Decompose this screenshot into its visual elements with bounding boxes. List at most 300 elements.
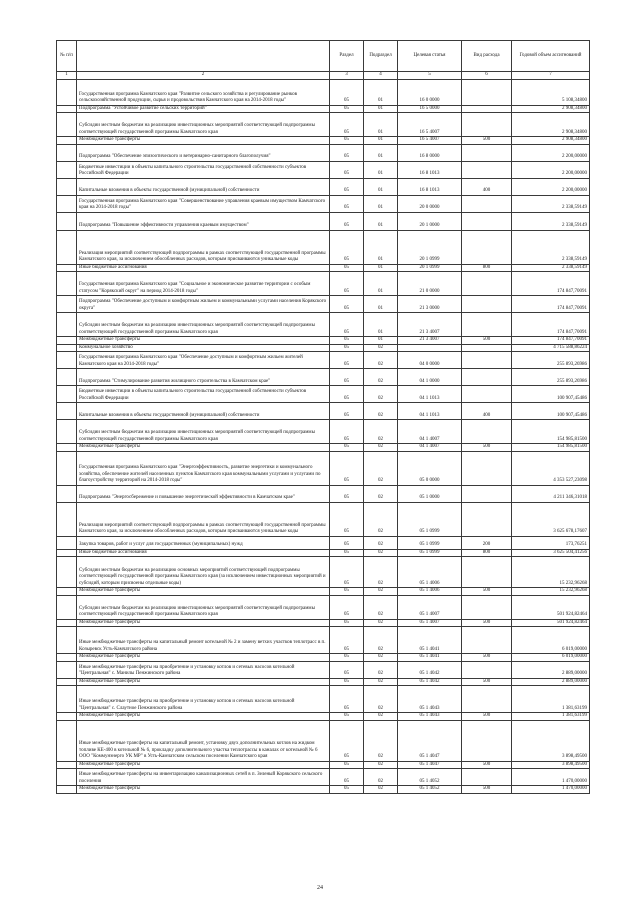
cell-expense-type [462,352,512,369]
cell-name: Государственная программа Камчатского края "Развитие сельского хозяйства и регулирование рынков сельскохозяйственной продукции, сырья и продовольствия Камчатского края на 2014-2018 годы" [77,79,330,105]
cell-num [57,588,77,596]
cell-num [57,536,77,549]
table-row [57,502,590,536]
cell-name: Государственная программа Камчатского края "Совершенствование управления краевым имуществом Камчатского края на 2014-2018 годы" [77,195,330,212]
cell-num [57,451,77,485]
cell-razdel: 05 [330,352,364,369]
cell-name: Капитальные вложения в объекты государственной (муниципальной) собственности [77,178,330,195]
cell-num [57,105,77,113]
cell-target-article: 20 0 0000 [398,195,462,212]
cell-expense-type: 500 [462,713,512,721]
cell-razdel: 05 [330,678,364,686]
cell-razdel: 05 [330,79,364,105]
table-row [57,420,590,444]
cell-podrazdel: 01 [364,161,398,178]
cell-target-article: 05 1 0999 [398,536,462,549]
cell-razdel: 05 [330,769,364,786]
cell-num [57,369,77,386]
cell-podrazdel: 02 [364,344,398,352]
cell-target-article: 05 1 4041 [398,654,462,662]
cell-name: Подпрограмма "Повышение эффективности управления краевым имуществом" [77,212,330,230]
cell-podrazdel: 02 [364,786,398,794]
table-row [57,627,590,654]
table-row [57,713,590,721]
cell-expense-type [462,451,512,485]
cell-target-article: 04 0 0000 [398,352,462,369]
table-row [57,79,590,105]
cell-name: Межбюджетные трансферты [77,761,330,769]
table-row [57,178,590,195]
cell-num [57,619,77,627]
cell-podrazdel: 02 [364,536,398,549]
cell-name: Субсидии местным бюджетам на реализацию инвестиционных мероприятий соответствующей подпрограммы соответствующей государственной программы Камчатского края [77,595,330,619]
cell-name: Реализация мероприятий соответствующей подпрограммы в рамках соответствующей государственной программы Камчатского края, за исключением обособленных расходов, которым присваиваются уникальные коды [77,502,330,536]
cell-annual-amount: 173,76251 [512,536,590,549]
cell-annual-amount: 154 985,81500 [512,420,590,444]
cell-podrazdel: 02 [364,619,398,627]
cell-name: Бюджетные инвестиции в объекты капитального строительства государственной собственности субъектов Российской Федерации [77,161,330,178]
cell-num [57,178,77,195]
cell-podrazdel: 01 [364,296,398,313]
cell-name: Реализация мероприятий соответствующей подпрограммы в рамках соответствующей государственной программы Камчатского края, за исключением обособленных расходов, которым присваиваются уникальные коды [77,230,330,264]
cell-podrazdel: 01 [364,105,398,113]
cell-target-article: 21 3 0000 [398,296,462,313]
cell-target-article: 16 5 4007 [398,113,462,137]
table-row [57,105,590,113]
cell-podrazdel: 02 [364,595,398,619]
cell-num [57,352,77,369]
cell-razdel: 05 [330,403,364,420]
header-target-article: Целевая статья [398,41,462,72]
table-row [57,536,590,549]
table-row [57,313,590,337]
cell-name: Капитальные вложения в объекты государственной (муниципальной) собственности [77,403,330,420]
cell-annual-amount: 174 847,70091 [512,337,590,345]
table-row [57,137,590,145]
cell-name: Иные бюджетные ассигнования [77,264,330,272]
cell-razdel: 05 [330,627,364,654]
cell-expense-type [462,386,512,403]
cell-num [57,79,77,105]
table-row [57,661,590,678]
cell-annual-amount: 4 211 346,31018 [512,485,590,502]
cell-name: Межбюджетные трансферты [77,137,330,145]
header-annual-amount: Годовой объем ассигнований [512,41,590,72]
cell-annual-amount: 174 847,70091 [512,272,590,296]
table-row [57,386,590,403]
cell-podrazdel: 02 [364,549,398,557]
cell-target-article: 16 8 1013 [398,178,462,195]
cell-podrazdel: 01 [364,272,398,296]
cell-annual-amount: 255 893,26986 [512,369,590,386]
cell-razdel: 05 [330,451,364,485]
cell-expense-type [462,686,512,713]
cell-expense-type [462,485,512,502]
cell-annual-amount: 4 715 588,86224 [512,344,590,352]
cell-target-article: 21 3 4007 [398,313,462,337]
cell-razdel: 05 [330,595,364,619]
cell-num [57,403,77,420]
header-row [57,41,590,72]
cell-num [57,144,77,161]
cell-podrazdel: 02 [364,678,398,686]
cell-annual-amount: 174 847,70091 [512,296,590,313]
table-body [57,79,590,793]
table-row [57,549,590,557]
cell-razdel: 05 [330,485,364,502]
cell-razdel: 05 [330,661,364,678]
cell-target-article: 20 1 0999 [398,230,462,264]
cell-target-article: 05 0 0000 [398,451,462,485]
cell-expense-type: 500 [462,786,512,794]
cell-expense-type [462,230,512,264]
table-row [57,337,590,345]
cell-name: Субсидии местным бюджетам на реализацию инвестиционных мероприятий соответствующей подпрограммы соответствующей государственной программы Камчатского края [77,113,330,137]
cell-num [57,313,77,337]
cell-razdel: 05 [330,502,364,536]
cell-name: Субсидии местным бюджетам на реализацию инвестиционных мероприятий соответствующей подпрограммы соответствующей государственной программы Камчатского края [77,313,330,337]
cell-annual-amount: 15 232,96268 [512,557,590,588]
cell-name: Межбюджетные трансферты [77,588,330,596]
cell-num [57,713,77,721]
column-number: 6 [462,72,512,80]
cell-razdel: 05 [330,386,364,403]
cell-expense-type [462,595,512,619]
cell-expense-type [462,161,512,178]
cell-expense-type [462,720,512,761]
cell-annual-amount: 2 200,00000 [512,144,590,161]
cell-annual-amount: 5 108,34800 [512,79,590,105]
cell-num [57,485,77,502]
cell-target-article: 04 1 1013 [398,386,462,403]
table-row [57,769,590,786]
cell-name: Межбюджетные трансферты [77,654,330,662]
cell-num [57,272,77,296]
cell-podrazdel: 02 [364,761,398,769]
cell-razdel: 05 [330,536,364,549]
cell-annual-amount: 2 338,59149 [512,195,590,212]
cell-name: Иные межбюджетные трансферты на капитальный ремонт, установку двух дополнительных котлов на жидком топливе КЕ-400 в котельной № 6, прокладку дополнительного участка теплотрассы в каналах от котельной № 6 ООО "Коммунэнерго УК МР" в Усть-Камчатском сельском поселении Камчатского края [77,720,330,761]
cell-target-article: 05 1 4006 [398,557,462,588]
cell-num [57,686,77,713]
cell-target-article [398,344,462,352]
cell-target-article: 16 8 1013 [398,161,462,178]
cell-expense-type: 400 [462,178,512,195]
cell-expense-type: 800 [462,264,512,272]
cell-podrazdel: 01 [364,313,398,337]
cell-num [57,230,77,264]
cell-num [57,386,77,403]
cell-annual-amount: 3 898,49500 [512,761,590,769]
cell-podrazdel: 01 [364,212,398,230]
cell-annual-amount: 1 381,63199 [512,713,590,721]
cell-annual-amount: 2 200,00000 [512,161,590,178]
cell-name: Межбюджетные трансферты [77,444,330,452]
cell-razdel: 05 [330,720,364,761]
cell-name: Межбюджетные трансферты [77,678,330,686]
cell-target-article: 04 1 4007 [398,420,462,444]
cell-name: Подпрограмма "Устойчивое развитие сельских территорий" [77,105,330,113]
column-number: 5 [398,72,462,80]
cell-razdel: 05 [330,686,364,713]
cell-target-article: 21 0 0000 [398,272,462,296]
cell-num [57,195,77,212]
cell-target-article: 16 5 4007 [398,137,462,145]
cell-podrazdel: 01 [364,137,398,145]
cell-num [57,344,77,352]
cell-annual-amount: 154 985,81500 [512,444,590,452]
cell-name: Межбюджетные трансферты [77,619,330,627]
cell-podrazdel: 02 [364,713,398,721]
cell-target-article: 05 1 4042 [398,661,462,678]
cell-expense-type [462,195,512,212]
cell-razdel: 05 [330,195,364,212]
cell-annual-amount: 15 232,96268 [512,588,590,596]
cell-expense-type [462,79,512,105]
cell-razdel: 05 [330,272,364,296]
cell-expense-type [462,420,512,444]
cell-target-article: 05 1 4042 [398,678,462,686]
cell-target-article: 05 1 4047 [398,761,462,769]
cell-num [57,654,77,662]
cell-podrazdel: 02 [364,769,398,786]
cell-expense-type: 400 [462,403,512,420]
cell-razdel: 05 [330,105,364,113]
cell-podrazdel: 02 [364,557,398,588]
cell-annual-amount: 100 907,45486 [512,403,590,420]
cell-podrazdel: 01 [364,337,398,345]
cell-annual-amount: 2 338,59149 [512,264,590,272]
cell-annual-amount: 6 019,00000 [512,654,590,662]
cell-name: Подпрограмма "Обеспечение эпизоотического и ветеринарно-санитарного благополучия" [77,144,330,161]
cell-target-article: 04 1 1013 [398,403,462,420]
cell-razdel: 05 [330,313,364,337]
cell-num [57,502,77,536]
cell-expense-type [462,769,512,786]
cell-podrazdel: 02 [364,444,398,452]
table-row [57,144,590,161]
cell-name: Иные межбюджетные трансферты на приобретение и установку котлов и сетевых насосов котельной "Центральная" с. Слаутное Пенжинского района [77,686,330,713]
table-row [57,588,590,596]
cell-expense-type: 200 [462,536,512,549]
cell-name: Закупка товаров, работ и услуг для государственных (муниципальных) нужд [77,536,330,549]
cell-name: Государственная программа Камчатского края "Энергоэффективность, развитие энергетики и коммунального хозяйства, обеспечение жителей населенных пунктов Камчатского края коммунальными услугами и услугами по благоустройству территорий на 2014-2018 годы" [77,451,330,485]
table-row [57,761,590,769]
cell-podrazdel: 02 [364,661,398,678]
cell-podrazdel: 02 [364,420,398,444]
table-row [57,720,590,761]
cell-annual-amount: 501 924,82464 [512,595,590,619]
cell-podrazdel: 01 [364,113,398,137]
table-row [57,344,590,352]
table-row [57,113,590,137]
cell-annual-amount: 3 898,49500 [512,720,590,761]
cell-num [57,549,77,557]
cell-target-article: 04 1 0000 [398,369,462,386]
page-number: 24 [317,885,323,891]
table-row [57,352,590,369]
cell-expense-type [462,369,512,386]
cell-num [57,720,77,761]
cell-name: Коммунальное хозяйство [77,344,330,352]
cell-target-article: 05 1 4043 [398,713,462,721]
header-podrazdel: Подраздел [364,41,398,72]
cell-razdel: 05 [330,212,364,230]
cell-name: Подпрограмма "Энергосбережение и повышение энергетической эффективности в Камчатском крае" [77,485,330,502]
cell-podrazdel: 02 [364,686,398,713]
cell-expense-type [462,313,512,337]
cell-target-article: 20 1 0999 [398,264,462,272]
cell-expense-type [462,272,512,296]
cell-target-article: 05 1 4043 [398,686,462,713]
cell-razdel: 05 [330,230,364,264]
cell-expense-type [462,557,512,588]
cell-target-article: 05 1 4052 [398,786,462,794]
cell-annual-amount: 100 907,45486 [512,386,590,403]
cell-razdel: 05 [330,137,364,145]
cell-expense-type [462,212,512,230]
cell-expense-type: 500 [462,654,512,662]
cell-expense-type: 500 [462,588,512,596]
cell-expense-type: 500 [462,678,512,686]
cell-expense-type: 500 [462,761,512,769]
table-row [57,678,590,686]
cell-num [57,786,77,794]
table-row [57,272,590,296]
cell-annual-amount: 2 889,00000 [512,661,590,678]
cell-podrazdel: 01 [364,195,398,212]
cell-expense-type [462,113,512,137]
cell-expense-type [462,105,512,113]
cell-name: Межбюджетные трансферты [77,713,330,721]
cell-expense-type [462,344,512,352]
column-number: 7 [512,72,590,80]
header-expense-type: Вид расхода [462,41,512,72]
cell-target-article: 05 1 4007 [398,619,462,627]
cell-name: Подпрограмма "Обеспечение доступным и комфортным жильем и коммунальными услугами населения Корякского округа" [77,296,330,313]
cell-annual-amount: 1 470,00000 [512,786,590,794]
cell-name: Субсидии местным бюджетам на реализацию инвестиционных мероприятий соответствующей подпрограммы соответствующей государственной программы Камчатского края [77,420,330,444]
cell-annual-amount: 255 893,26986 [512,352,590,369]
cell-target-article: 05 1 0999 [398,549,462,557]
cell-razdel: 05 [330,761,364,769]
cell-annual-amount: 3 625 504,41256 [512,549,590,557]
cell-target-article: 05 1 4007 [398,595,462,619]
cell-razdel: 05 [330,296,364,313]
cell-num [57,264,77,272]
cell-razdel: 05 [330,713,364,721]
cell-annual-amount: 501 924,82464 [512,619,590,627]
cell-target-article: 16 5 0000 [398,105,462,113]
column-number: 4 [364,72,398,80]
cell-name: Межбюджетные трансферты [77,337,330,345]
cell-expense-type [462,502,512,536]
cell-podrazdel: 02 [364,352,398,369]
cell-num [57,595,77,619]
cell-num [57,113,77,137]
cell-podrazdel: 02 [364,485,398,502]
cell-expense-type [462,144,512,161]
table-row [57,161,590,178]
cell-expense-type [462,661,512,678]
cell-target-article: 21 3 4007 [398,337,462,345]
cell-num [57,557,77,588]
cell-target-article: 05 1 4041 [398,627,462,654]
table-row [57,369,590,386]
cell-name: Подпрограмма "Стимулирование развития жилищного строительства в Камчатском крае" [77,369,330,386]
cell-annual-amount: 4 353 527,23098 [512,451,590,485]
cell-num [57,212,77,230]
table-row [57,444,590,452]
cell-expense-type: 500 [462,337,512,345]
cell-annual-amount: 1 470,00000 [512,769,590,786]
cell-num [57,161,77,178]
cell-razdel: 05 [330,344,364,352]
table-row [57,485,590,502]
cell-podrazdel: 01 [364,178,398,195]
cell-podrazdel: 02 [364,502,398,536]
cell-annual-amount: 2 908,34800 [512,137,590,145]
table-row [57,686,590,713]
cell-razdel: 05 [330,337,364,345]
cell-target-article: 05 1 0000 [398,485,462,502]
cell-name: Межбюджетные трансферты [77,786,330,794]
cell-target-article: 05 1 4047 [398,720,462,761]
cell-name: Иные бюджетные ассигнования [77,549,330,557]
cell-num [57,337,77,345]
cell-podrazdel: 02 [364,403,398,420]
cell-expense-type [462,296,512,313]
cell-annual-amount: 3 625 678,17607 [512,502,590,536]
header-name [77,41,330,72]
cell-num [57,678,77,686]
cell-target-article: 16 0 0000 [398,79,462,105]
cell-target-article: 16 8 0000 [398,144,462,161]
cell-num [57,420,77,444]
cell-expense-type: 500 [462,444,512,452]
cell-num [57,444,77,452]
cell-razdel: 05 [330,786,364,794]
cell-target-article: 05 1 0999 [398,502,462,536]
table-row [57,595,590,619]
table-row [57,557,590,588]
cell-razdel: 05 [330,369,364,386]
cell-name: Государственная программа Камчатского края "Социальное и экономическое развитие территории с особым статусом "Корякский округ" на период 2014-2018 годы" [77,272,330,296]
cell-name: Государственная программа Камчатского края "Обеспечение доступным и комфортным жильем жителей Камчатского края на 2014-2018 годы" [77,352,330,369]
cell-annual-amount: 174 847,70091 [512,313,590,337]
table-row [57,786,590,794]
cell-podrazdel: 01 [364,79,398,105]
table-row [57,230,590,264]
cell-razdel: 05 [330,264,364,272]
cell-annual-amount: 2 908,34800 [512,113,590,137]
cell-expense-type [462,627,512,654]
cell-target-article: 05 1 4052 [398,769,462,786]
column-number: 2 [77,72,330,80]
table-row [57,195,590,212]
cell-razdel: 05 [330,588,364,596]
cell-num [57,137,77,145]
table-row [57,212,590,230]
table-row [57,403,590,420]
cell-razdel: 05 [330,444,364,452]
cell-razdel: 05 [330,113,364,137]
header-razdel: Раздел [330,41,364,72]
cell-expense-type: 800 [462,549,512,557]
cell-annual-amount: 6 019,00000 [512,627,590,654]
cell-podrazdel: 02 [364,654,398,662]
cell-num [57,761,77,769]
